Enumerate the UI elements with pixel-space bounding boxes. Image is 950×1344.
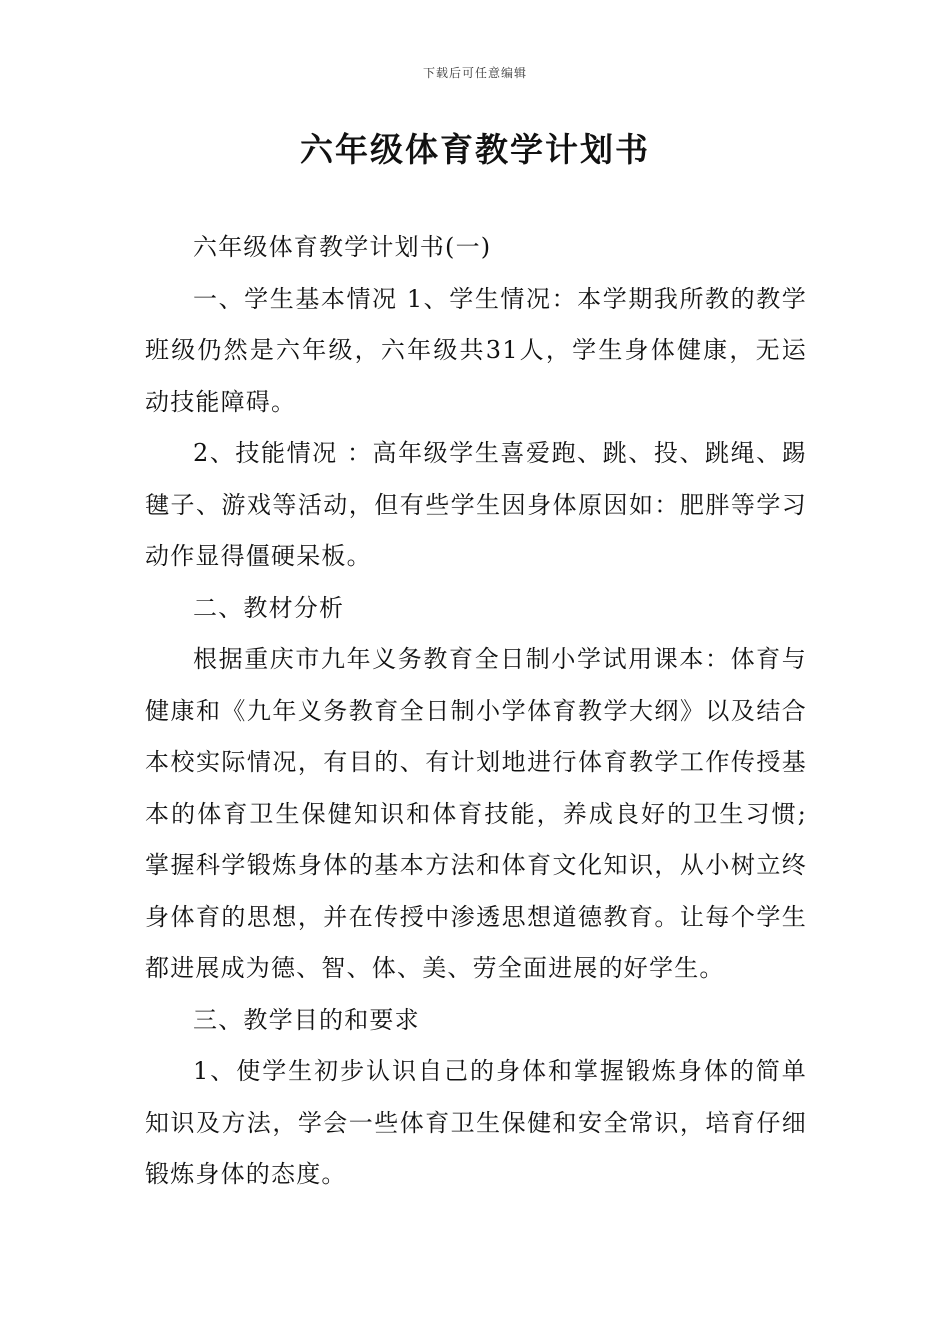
section-heading-materials: 二、教材分析	[193, 593, 345, 622]
paragraph-student-situation: 一、学生基本情况 1、学生情况：本学期我所教的教学班级仍然是六年级，六年级共31人，学生身体健康，无运动技能障碍。	[145, 284, 807, 416]
header-note: 下载后可任意编辑	[422, 66, 527, 80]
document-body	[145, 222, 807, 1201]
paragraph-subtitle: 六年级体育教学计划书(一)	[193, 233, 492, 261]
paragraph-goal-1: 1、使学生初步认识自己的身体和掌握锻炼身体的简单知识及方法，学会一些体育卫生保健和安全常识，培育仔细锻炼身体的态度。	[145, 1057, 807, 1188]
section-heading-goals: 三、教学目的和要求	[193, 1005, 420, 1034]
paragraph-skill-situation: 2、技能情况 ：高年级学生喜爱跑、跳、投、跳绳、踢毽子、游戏等活动，但有些学生因身体原因如：肥胖等学习动作显得僵硬呆板。	[145, 439, 807, 570]
paragraph-materials-analysis: 根据重庆市九年义务教育全日制小学试用课本：体育与健康和《九年义务教育全日制小学体育教学大纲》以及结合本校实际情况，有目的、有计划地进行体育教学工作传授基本的体育卫生保健知识和体育技能，养成良好的卫生习惯;掌握科学锻炼身体的基本方法和体育文化知识，从小树立终身体育的思想，并在传授中渗透思想道德教育。让每个学生都进展成为德、智、体、美、劳全面进展的好学生。	[145, 645, 807, 982]
document-title: 六年级体育教学计划书	[300, 130, 650, 169]
